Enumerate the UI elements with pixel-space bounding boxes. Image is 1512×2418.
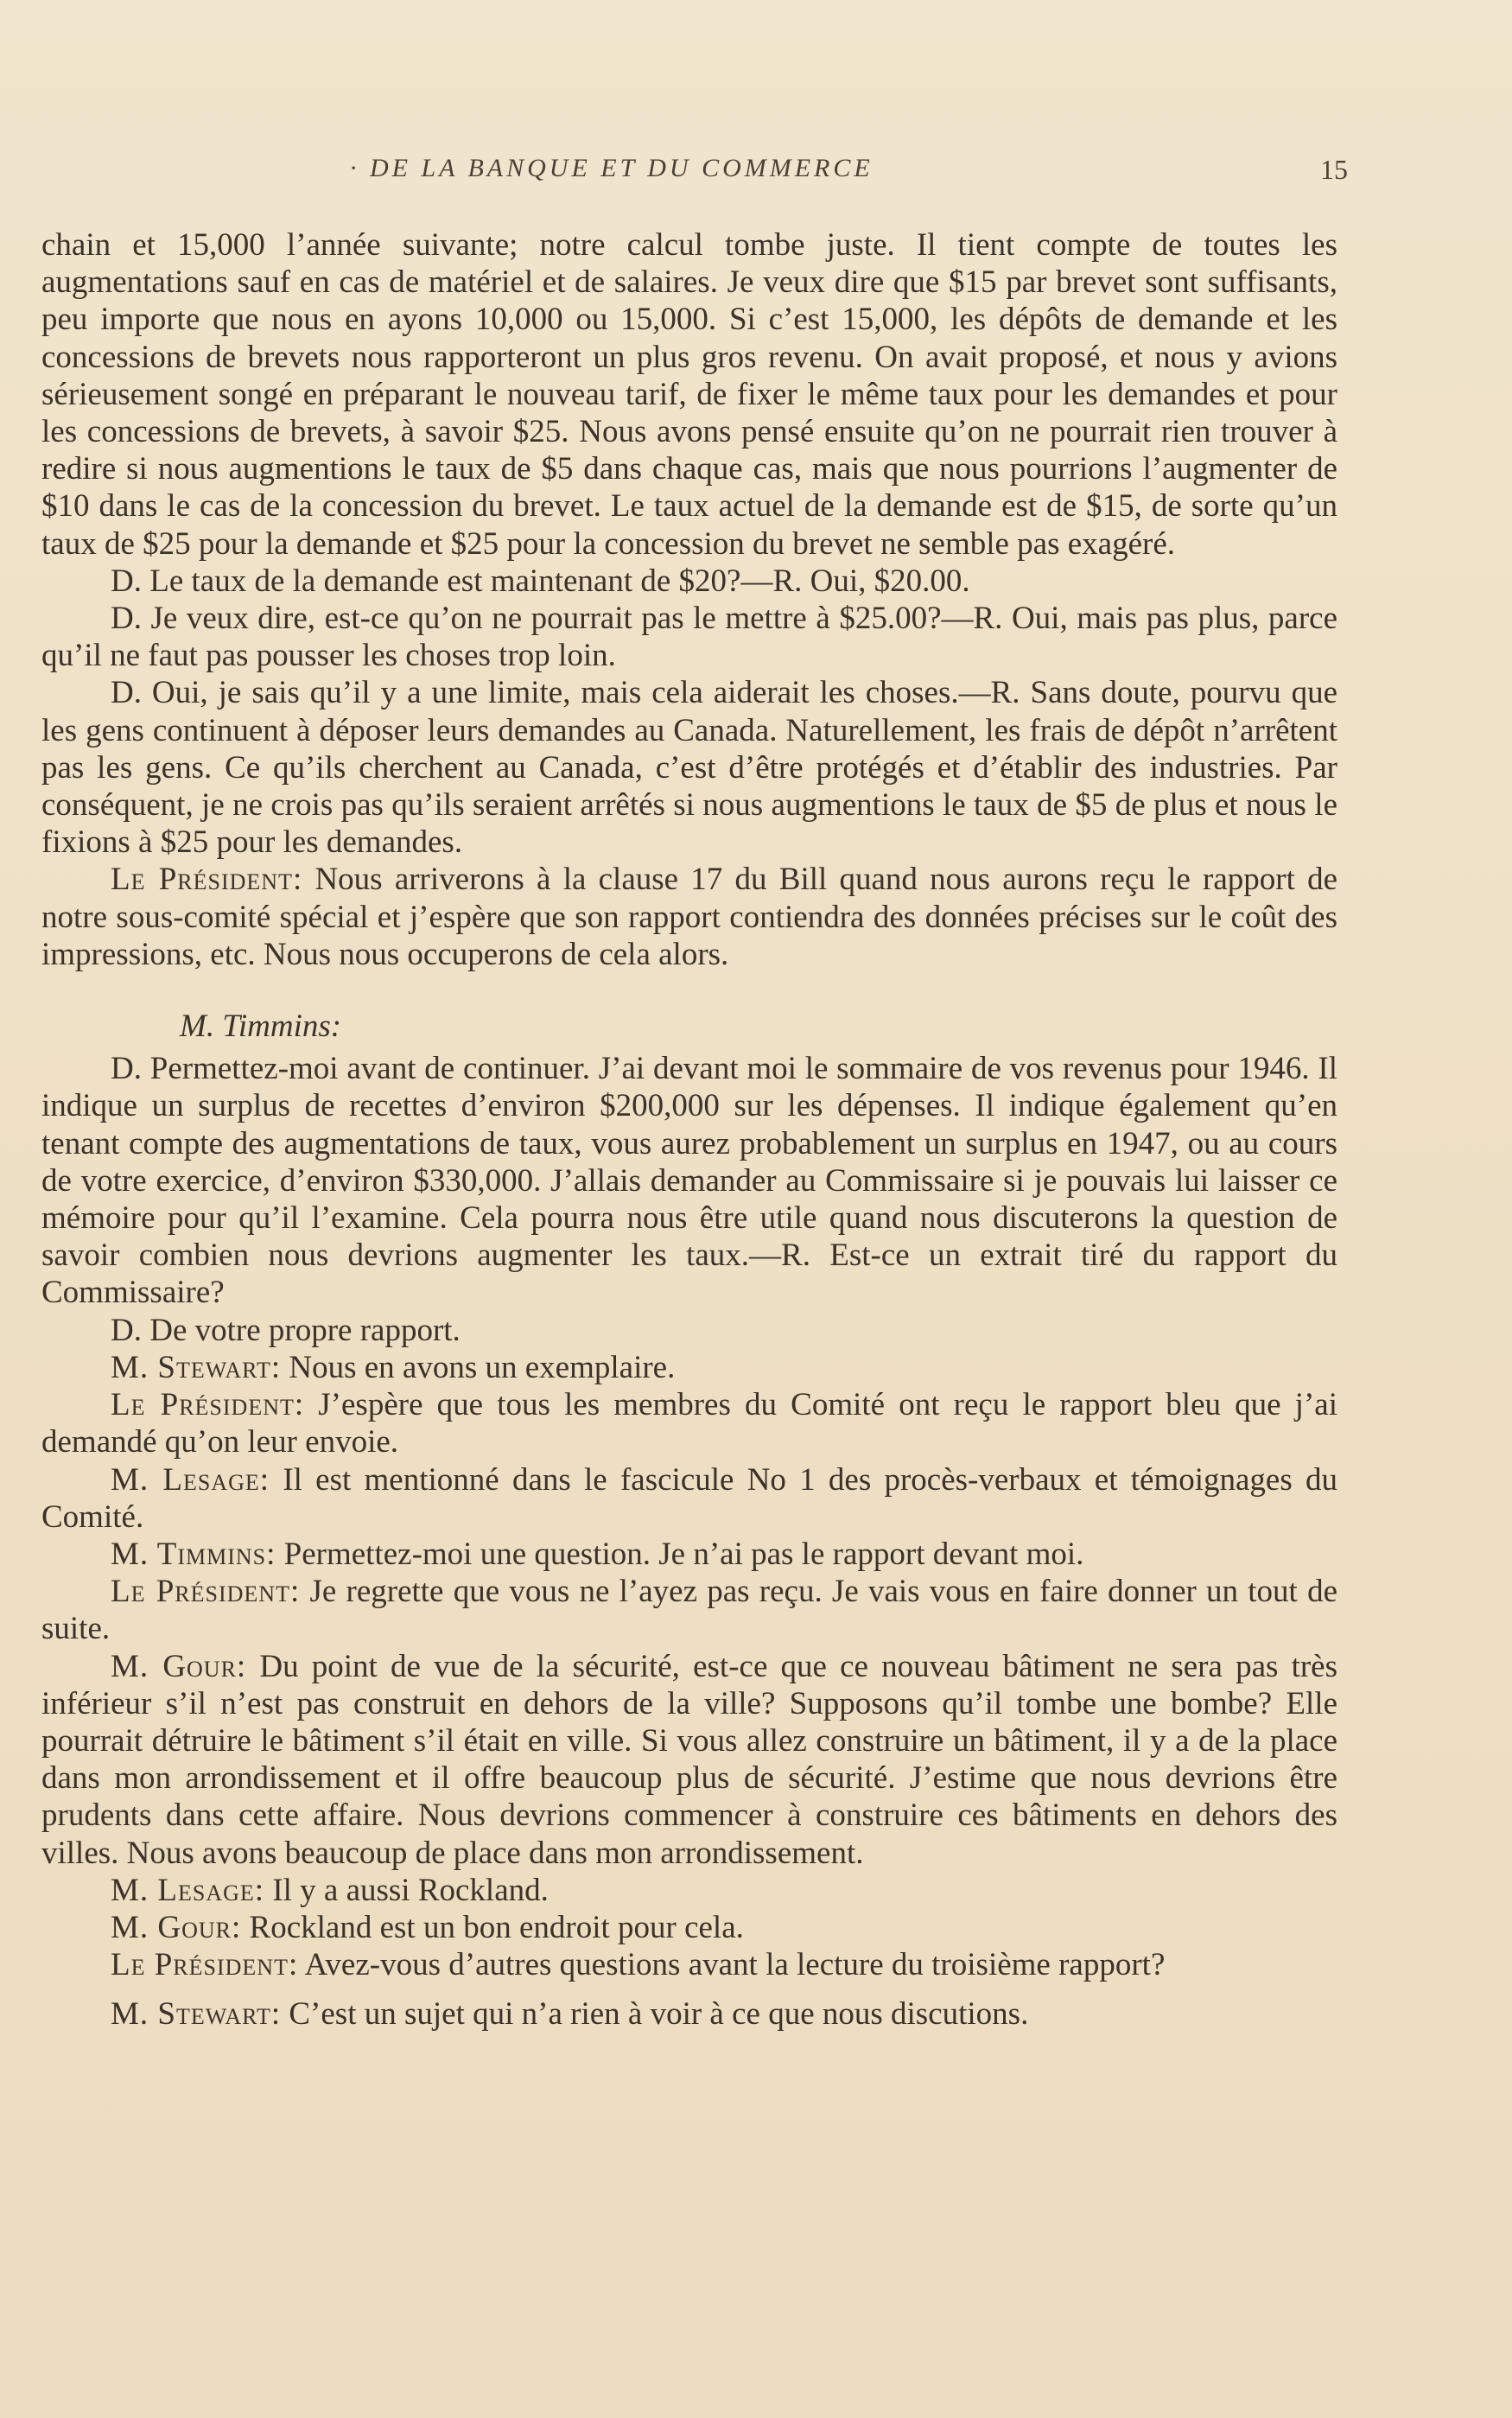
paragraph: M. Lesage: Il y a aussi Rockland. [111,1872,549,1908]
section-heading: M. Timmins: [180,1009,342,1045]
paragraph: D. Oui, je sais qu’il y a une limite, mais cela aiderait les choses.—R. Sans doute, pourvu que les gens continuent à déposer leurs demandes au Canada. Naturellement, les frais de dépôt n’arrêtent pas les gens. Ce qu’ils cherchent au Canada, c’est d’être protégés et d’établir des industries. Par conséquent, je ne crois pas qu’ils seraient arrêtés si nous augmentions le taux de $5 de plus et nous le fixions à $25 pour les demandes. [41,675,1337,861]
paragraph: M. Stewart: Nous en avons un exemplaire. [111,1349,676,1385]
page-header [0,147,1512,199]
paragraph: Le Président: Avez-vous d’autres questions avant la lecture du troisième rapport? [111,1947,1166,1983]
speaker-name: M. Stewart: [111,1349,282,1385]
speaker-name: Le Président: [111,1947,299,1983]
paragraph: Le Président: J’espère que tous les membres du Comité ont reçu le rapport bleu que j’ai demandé qu’on leur envoie. [41,1387,1337,1460]
speaker-name: Le Président: [111,1387,305,1423]
paragraph: chain et 15,000 l’année suivante; notre calcul tombe juste. Il tient compte de toutes les augmentations sauf en cas de matériel et de salaires. Je veux dire que $15 par brevet sont suffisants, peu importe que nous en ayons 10,000 ou 15,000. Si c’est 15,000, les dépôts de demande et les concessions de brevets nous rapporteront un plus gros revenu. On avait proposé, et nous y avions sérieusement songé en préparant le nouveau tarif, de fixer le même taux pour les demandes et pour les concessions de brevets, à savoir $25. Nous avons pensé ensuite qu’on ne pourrait rien trouver à redire si nous augmentions le taux de $5 dans chaque cas, mais que nous pourrions l’augmenter de $10 dans le cas de la concession du brevet. Le taux actuel de la demande est de $15, de sorte qu’un taux de $25 pour la demande et $25 pour la concession du brevet ne semble pas exagéré. [41,227,1337,562]
paragraph: M. Timmins: Permettez-moi une question. Je n’ai pas le rapport devant moi. [111,1536,1084,1572]
paragraph: Le Président: Nous arriverons à la clause 17 du Bill quand nous aurons reçu le rapport de notre sous-comité spécial et j’espère que son rapport contiendra des données précises sur le coût des impressions, etc. Nous nous occuperons de cela alors. [41,862,1337,972]
speaker-name: M. Gour: [111,1648,247,1684]
paragraph: M. Lesage: Il est mentionné dans le fascicule No 1 des procès-verbaux et témoignages du Comité. [41,1461,1337,1535]
speaker-name: M. Lesage: [111,1872,265,1908]
page-number: 15 [1320,154,1348,185]
paragraph: M. Stewart: C’est un sujet qui n’a rien à voir à ce que nous discutions. [111,1996,1029,2033]
running-title: · DE LA BANQUE ET DU COMMERCE [350,154,874,182]
paragraph: D. Le taux de la demande est maintenant de $20?—R. Oui, $20.00. [111,563,970,599]
paragraph: D. De votre propre rapport. [111,1312,461,1348]
paragraph: Le Président: Je regrette que vous ne l’ayez pas reçu. Je vais vous en faire donner un tout de suite. [41,1574,1337,1647]
speaker-name: M. Timmins: [111,1536,276,1572]
paragraph: D. Permettez-moi avant de continuer. J’ai devant moi le sommaire de vos revenus pour 1946. Il indique un surplus de recettes d’environ $200,000 sur les dépenses. Il indique également qu’en tenant compte des augmentations de taux, vous aurez probablement un surplus en 1947, ou au cours de votre exercice, d’environ $330,000. J’allais demander au Commissaire si je pouvais lui laisser ce mémoire pour qu’il l’examine. Cela pourra nous être utile quand nous discuterons la question de savoir combien nous devrions augmenter les taux.—R. Est-ce un extrait tiré du rapport du Commissaire? [41,1051,1337,1311]
speaker-name: M. Lesage: [111,1461,270,1498]
speaker-name: Le Président: [111,1574,301,1610]
speaker-name: M. Gour: [111,1909,242,1945]
paragraph: D. Je veux dire, est-ce qu’on ne pourrait pas le mettre à $25.00?—R. Oui, mais pas plus, parce qu’il ne faut pas pousser les choses trop loin. [41,601,1337,674]
speaker-name: Le Président: [111,862,303,898]
speaker-name: M. Stewart: [111,1996,282,2033]
body-text [41,226,1337,2033]
paragraph: M. Gour: Rockland est un bon endroit pour cela. [111,1909,744,1945]
paragraph: M. Gour: Du point de vue de la sécurité, est-ce que ce nouveau bâtiment ne sera pas très inférieur s’il n’est pas construit en dehors de la ville? Supposons qu’il tombe une bombe? Elle pourrait détruire le bâtiment s’il était en ville. Si vous allez construire un bâtiment, il y a de la place dans mon arrondissement et il offre beaucoup plus de sécurité. J’estime que nous devrions être prudents dans cette affaire. Nous devrions commencer à construire ces bâtiments en dehors des villes. Nous avons beaucoup de place dans mon arrondissement. [41,1648,1338,1871]
